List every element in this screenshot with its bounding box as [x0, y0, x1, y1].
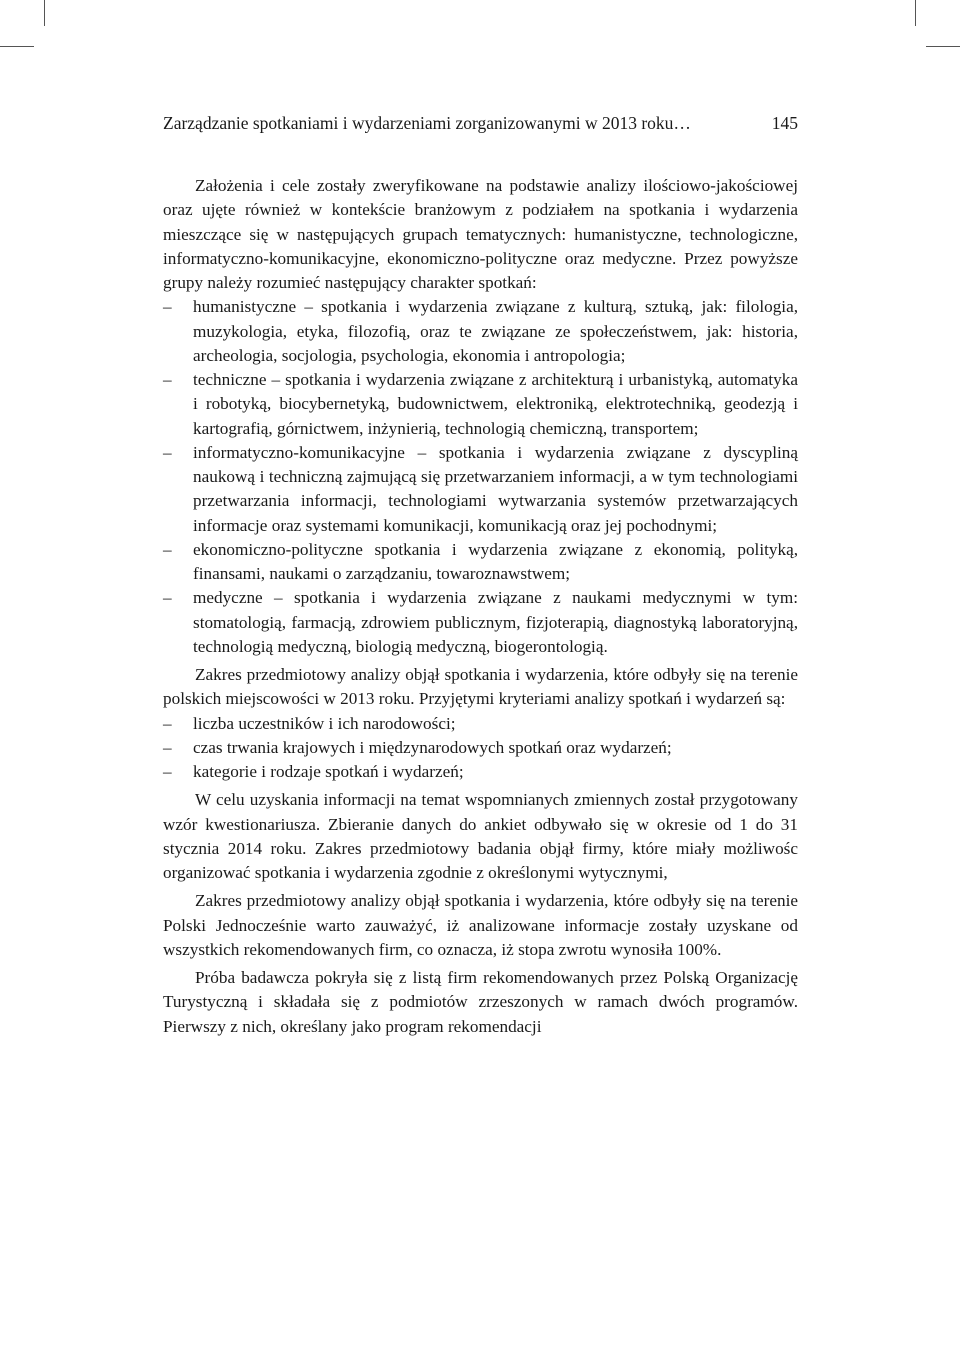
list-item-ekonomiczno-polityczne: – ekonomiczno-polityczne spotkania i wydarzenia związane z ekonomią, polityką, finansami, naukami o zarządzaniu, towaroznawstwem;: [163, 538, 798, 587]
crop-mark-left-top: [0, 46, 34, 47]
questionnaire-paragraph: W celu uzyskania informacji na temat wspomnianych zmiennych został przygotowany wzór kwestionariusza. Zbieranie danych do ankiet odbywało się w okresie od 1 do 31 stycznia 2014 roku. Zakres przedmiotowy badania objął firmy, które miały możliwośc organizować spotkania i wydarzenia zgodnie z określonymi wytycznymi,: [163, 790, 798, 882]
crop-mark-top-left: [44, 0, 45, 26]
list-item-medyczne: – medyczne – spotkania i wydarzenia związane z naukami medycznymi w tym: stomatologią, farmacją, zdrowiem publicznym, fizjoterapią, diagnostyką laboratoryjną, technologią medyczną, biologią medyczną, biogerontologią.: [163, 586, 798, 659]
list-item-criterion: – kategorie i rodzaje spotkań i wydarzeń;: [163, 760, 798, 784]
criteria-list: [163, 712, 798, 785]
list-item-techniczne: – techniczne – spotkania i wydarzenia związane z architekturą i urbanistyką, automatyka i robotyką, biocybernetyką, budownictwem, elektroniką, elektrotechniką, geodezją i kartografią, górnictwem, inżynierią, technologią chemiczną, transportem;: [163, 368, 798, 441]
sample-paragraph: Próba badawcza pokryła się z listą firm rekomendowanych przez Polską Organizację Turystyczną i składała się z podmiotów zrzeszonych w ramach dwóch programów. Pierwszy z nich, określany jako program rekomendacji: [163, 968, 798, 1036]
list-item-criterion: – czas trwania krajowych i międzynarodowych spotkań oraz wydarzeń;: [163, 736, 798, 760]
page-number: 145: [771, 113, 798, 133]
page-body: [163, 174, 798, 1039]
list-item-criterion: – liczba uczestników i ich narodowości;: [163, 712, 798, 736]
list-item-informatyczno-komunikacyjne: – informatyczno-komunikacyjne – spotkania i wydarzenia związane z dyscypliną naukową i techniczną zajmującą się przetwarzaniem informacji, a w tym technologiami przetwarzania informacji, technologiami wytwarzania systemów przetwarzających informacje oraz systemami komunikacji, komunikacją oraz jej pochodnymi;: [163, 441, 798, 538]
intro-paragraph: Założenia i cele zostały zweryfikowane na podstawie analizy ilościowo-jakościowej oraz ujęte również w kontekście branżowym z podziałem na spotkania i wydarzenia mieszczące się w następujących grupach tematycznych: humanistyczne, technologiczne, informatyczno-komunikacyjne, ekonomiczno-polityczne oraz medyczne. Przez powyższe grupy należy rozumieć następujący charakter spotkań:: [163, 176, 798, 292]
category-list: [163, 295, 798, 659]
list-item-humanistyczne: – humanistyczne – spotkania i wydarzenia związane z kulturą, sztuką, jak: filologia, muzykologia, etyka, filozofią, oraz te związane ze społeczeństwem, jak: historia, archeologia, socjologia, psychologia, ekonomia i antropologia;: [163, 295, 798, 368]
scope-poland-paragraph: Zakres przedmiotowy analizy objął spotkania i wydarzenia, które odbyły się na terenie Polski Jednocześnie warto zauważyć, iż analizowane informacje zostały uzyskane od wszystkich rekomendowanych firm, co oznacza, iż stopa zwrotu wynosiła 100%.: [163, 891, 798, 959]
crop-mark-right-top: [926, 46, 960, 47]
running-title: Zarządzanie spotkaniami i wydarzeniami zorganizowanymi w 2013 roku…: [163, 113, 691, 133]
crop-mark-top-right: [915, 0, 916, 26]
scope-paragraph: Zakres przedmiotowy analizy objął spotkania i wydarzenia, które odbyły się na terenie polskich miejscowości w 2013 roku. Przyjętymi kryteriami analizy spotkań i wydarzeń są:: [163, 665, 798, 709]
